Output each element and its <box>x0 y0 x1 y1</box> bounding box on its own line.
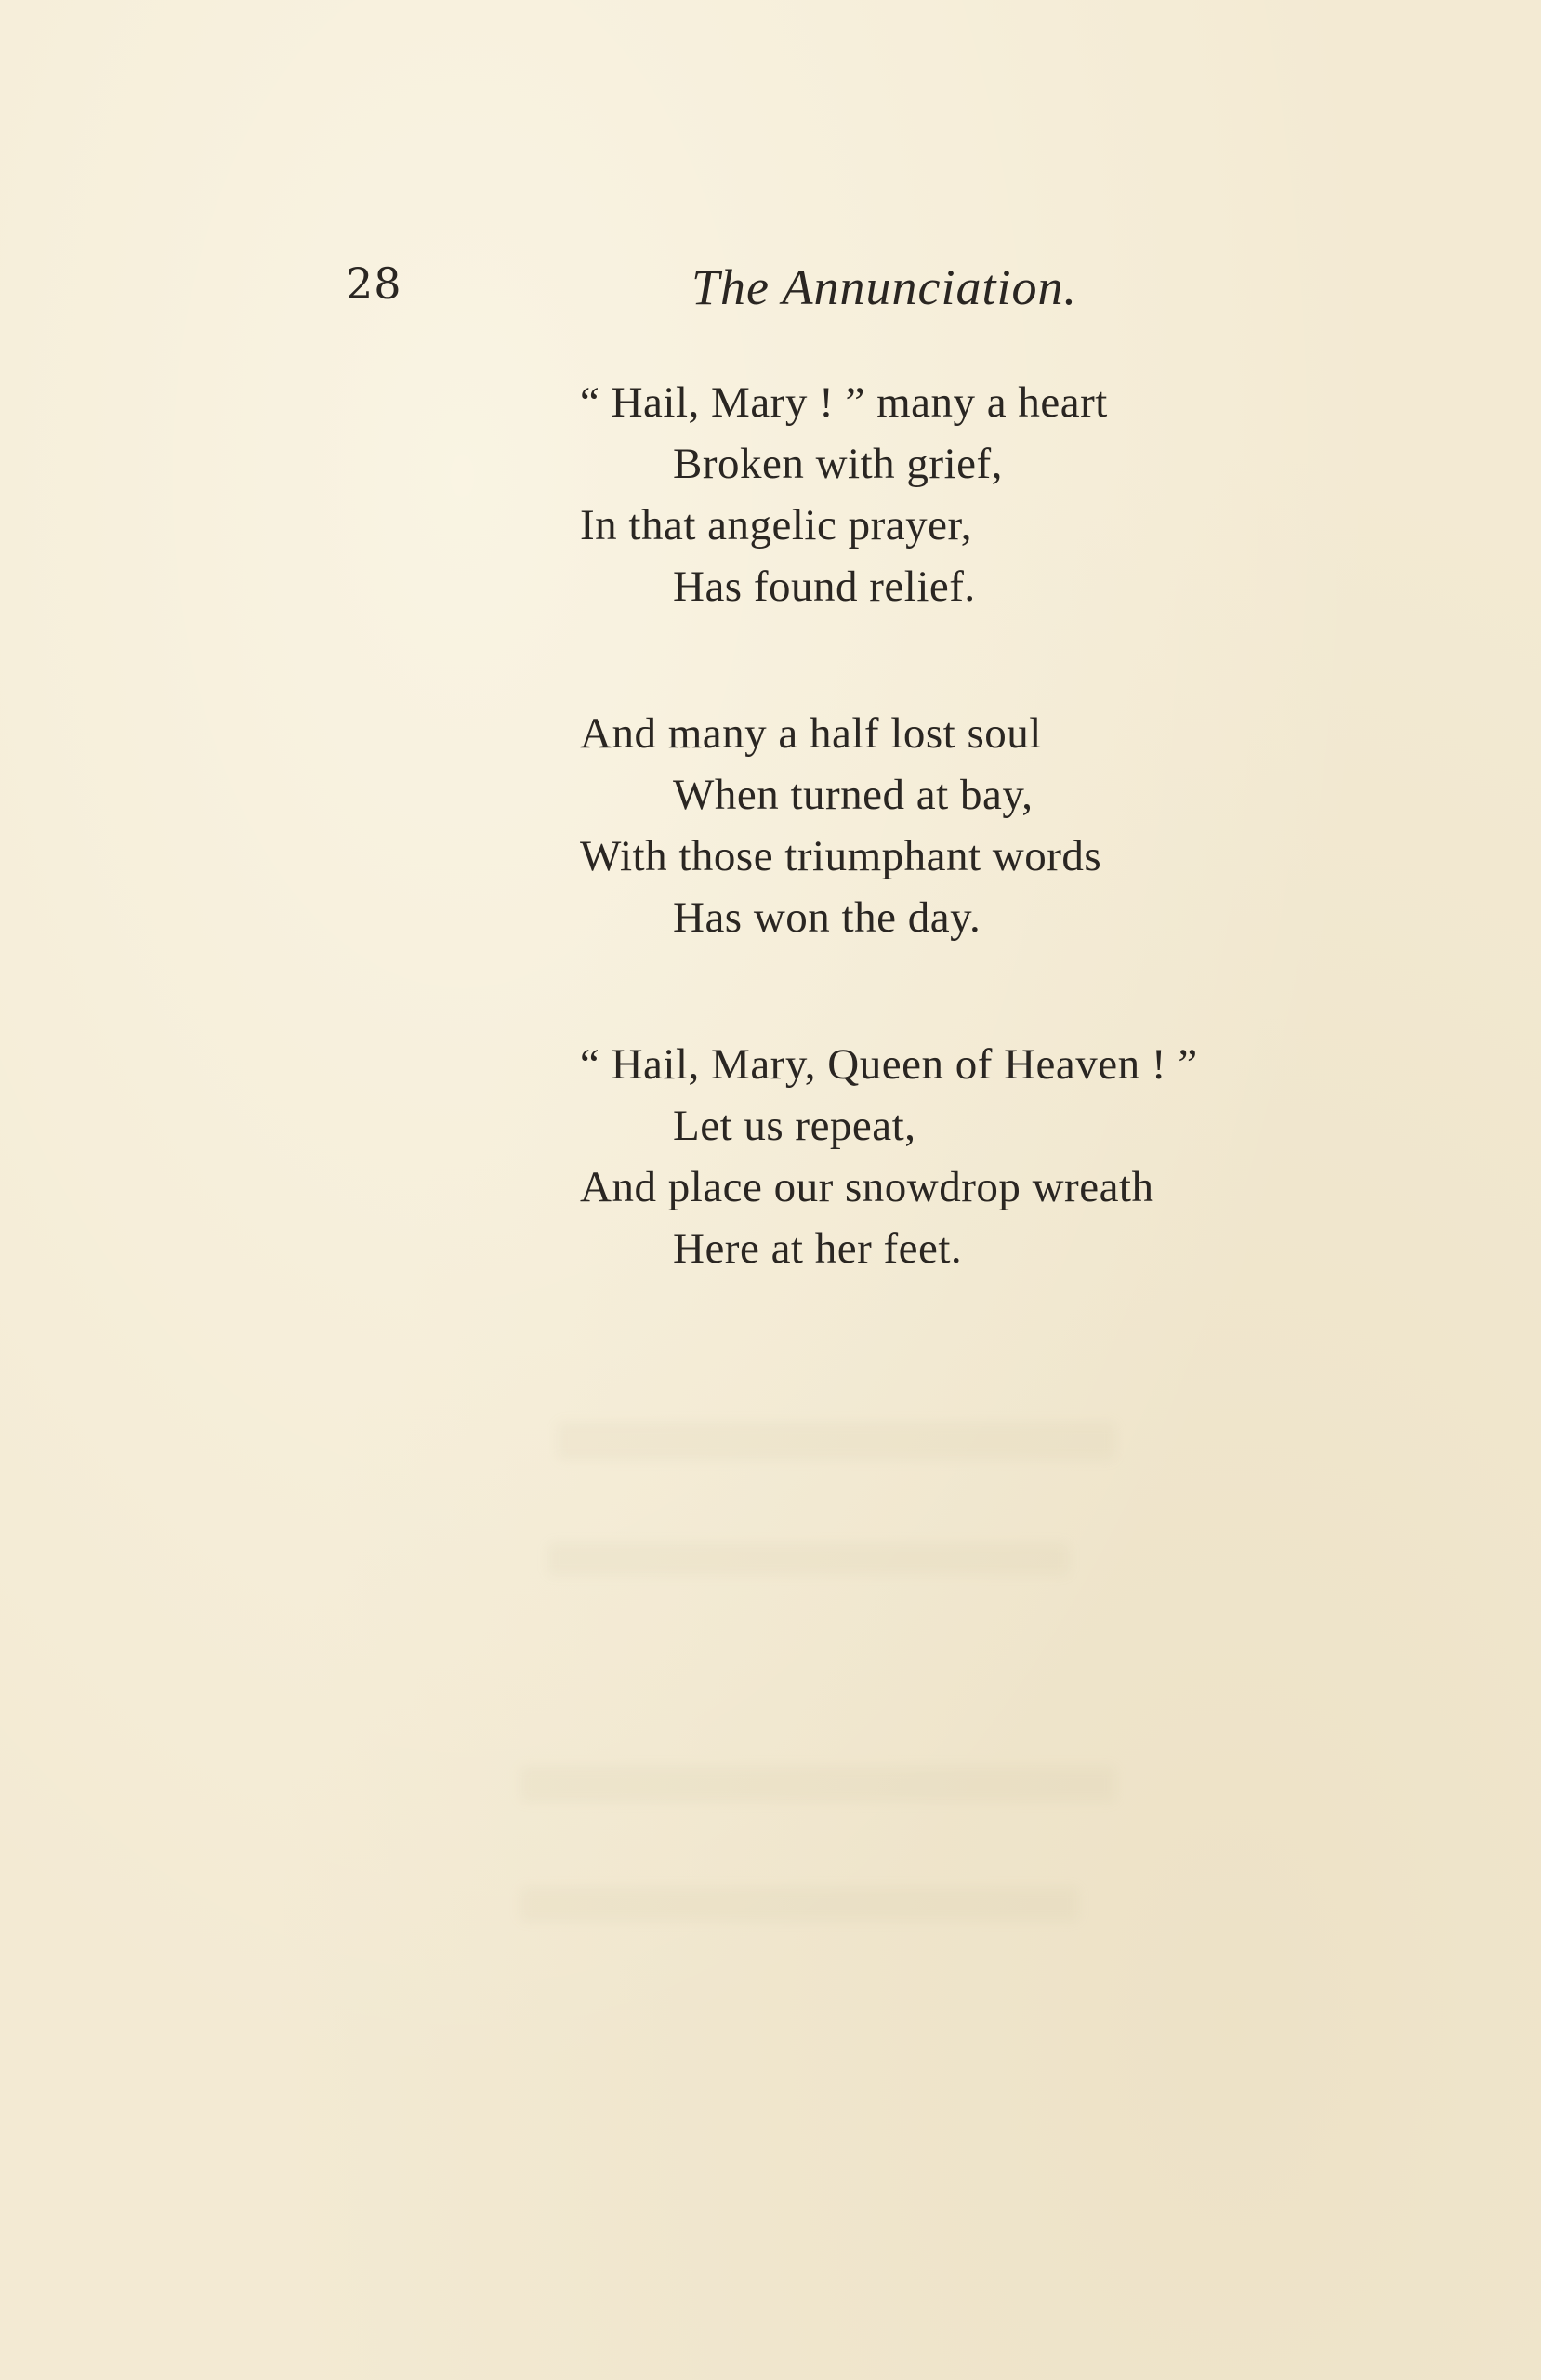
stanza <box>580 703 1324 948</box>
poem-line: Broken with grief, <box>673 440 1003 488</box>
poem-line: Has won the day. <box>673 893 981 942</box>
poem-line: Has found relief. <box>673 562 976 611</box>
poem-line: Let us repeat, <box>673 1102 916 1150</box>
bleed-through-shadow <box>548 1543 1069 1575</box>
running-title: The Annunciation. <box>691 259 1077 315</box>
poem-line: “ Hail, Mary ! ” many a heart <box>580 378 1108 427</box>
poem-line: And many a half lost soul <box>580 709 1042 758</box>
poem-line: When turned at bay, <box>673 771 1034 819</box>
bleed-through-shadow <box>520 1766 1115 1802</box>
page-header <box>346 258 1182 314</box>
stanza <box>580 1034 1324 1279</box>
poem-line: And place our snowdrop wreath <box>580 1163 1154 1211</box>
poem-line: “ Hail, Mary, Queen of Heaven ! ” <box>580 1040 1198 1089</box>
page-number: 28 <box>346 258 402 309</box>
bleed-through-shadow <box>520 1887 1078 1921</box>
bleed-through-shadow <box>558 1422 1115 1460</box>
poem <box>580 372 1324 1365</box>
stanza <box>580 372 1324 617</box>
poem-line: With those triumphant words <box>580 832 1102 880</box>
poem-line: In that angelic prayer, <box>580 501 972 549</box>
poem-line: Here at her feet. <box>673 1224 963 1273</box>
